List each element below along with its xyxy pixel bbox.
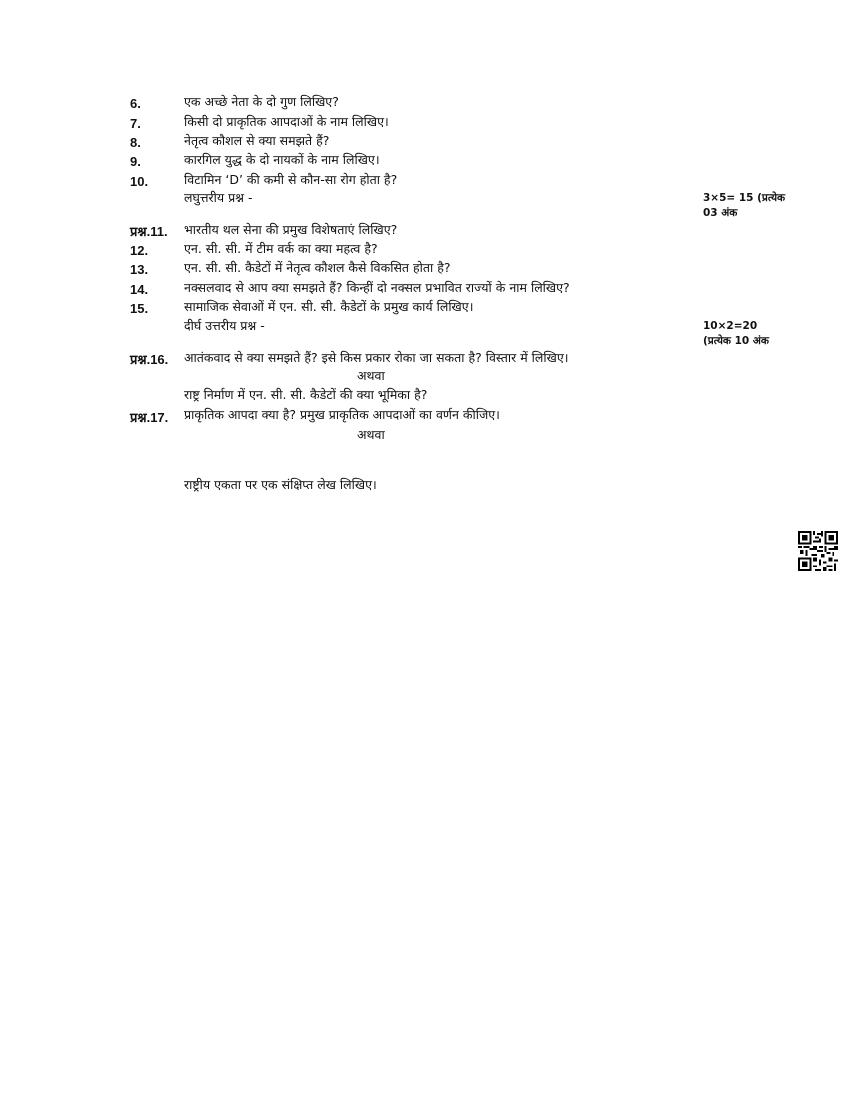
marks-short-line1: 3×5= 15 (प्रत्येक	[703, 192, 786, 204]
question-text: विटामिन ‘D’ की कमी से कौन-सा रोग होता है?	[184, 172, 398, 187]
question-number: 13.	[130, 262, 149, 277]
question-text: कारगिल युद्ध के दो नायकों के नाम लिखिए।	[184, 152, 380, 167]
marks-long-line1: 10×2=20	[703, 320, 758, 332]
question-number: 8.	[130, 135, 141, 150]
question-text: नक्सलवाद से आप क्या समझते हैं? किन्हीं दो नक्सल प्रभावित राज्यों के नाम लिखिए?	[184, 280, 570, 295]
section-heading-long: दीर्घ उत्तरीय प्रश्न -	[184, 318, 265, 333]
question-text: भारतीय थल सेना की प्रमुख विशेषताएं लिखिए?	[184, 222, 398, 237]
question-text: प्राकृतिक आपदा क्या है? प्रमुख प्राकृतिक आपदाओं का वर्णन कीजिए।	[184, 407, 500, 422]
marks-long-line2: (प्रत्येक 10 अंक	[703, 335, 769, 347]
question-number: 15.	[130, 301, 149, 316]
question-number: प्रश्न.17.	[130, 410, 169, 425]
question-text: एन. सी. सी. कैडेटों में नेतृत्व कौशल कैसे विकसित होता है?	[184, 260, 451, 275]
or-label: अथवा	[357, 427, 385, 442]
question-text-alt: राष्ट्र निर्माण में एन. सी. सी. कैडेटों की क्या भूमिका है?	[184, 387, 428, 402]
question-text: सामाजिक सेवाओं में एन. सी. सी. कैडेटों के प्रमुख कार्य लिखिए।	[184, 299, 474, 314]
question-text: किसी दो प्राकृतिक आपदाओं के नाम लिखिए।	[184, 114, 389, 129]
question-number: प्रश्न.11.	[130, 224, 168, 239]
question-number: 10.	[130, 174, 149, 189]
section-heading-short: लघुत्तरीय प्रश्न -	[184, 190, 253, 205]
marks-short-line2: 03 अंक	[703, 207, 738, 219]
question-text: नेतृत्व कौशल से क्या समझते हैं?	[184, 133, 330, 148]
question-text: एन. सी. सी. में टीम वर्क का क्या महत्व है?	[184, 241, 378, 256]
question-number: 7.	[130, 116, 141, 131]
question-text: आतंकवाद से क्या समझते हैं? इसे किस प्रकार रोका जा सकता है? विस्तार में लिखिए।	[184, 350, 569, 365]
question-text: एक अच्छे नेता के दो गुण लिखिए?	[184, 94, 339, 109]
question-number: प्रश्न.16.	[130, 352, 169, 367]
question-number: 9.	[130, 154, 141, 169]
question-text-alt: राष्ट्रीय एकता पर एक संक्षिप्त लेख लिखिए।	[184, 477, 377, 492]
question-number: 6.	[130, 96, 141, 111]
qr-code-icon	[798, 531, 838, 571]
question-number: 12.	[130, 243, 149, 258]
question-number: 14.	[130, 282, 149, 297]
or-label: अथवा	[357, 368, 385, 383]
